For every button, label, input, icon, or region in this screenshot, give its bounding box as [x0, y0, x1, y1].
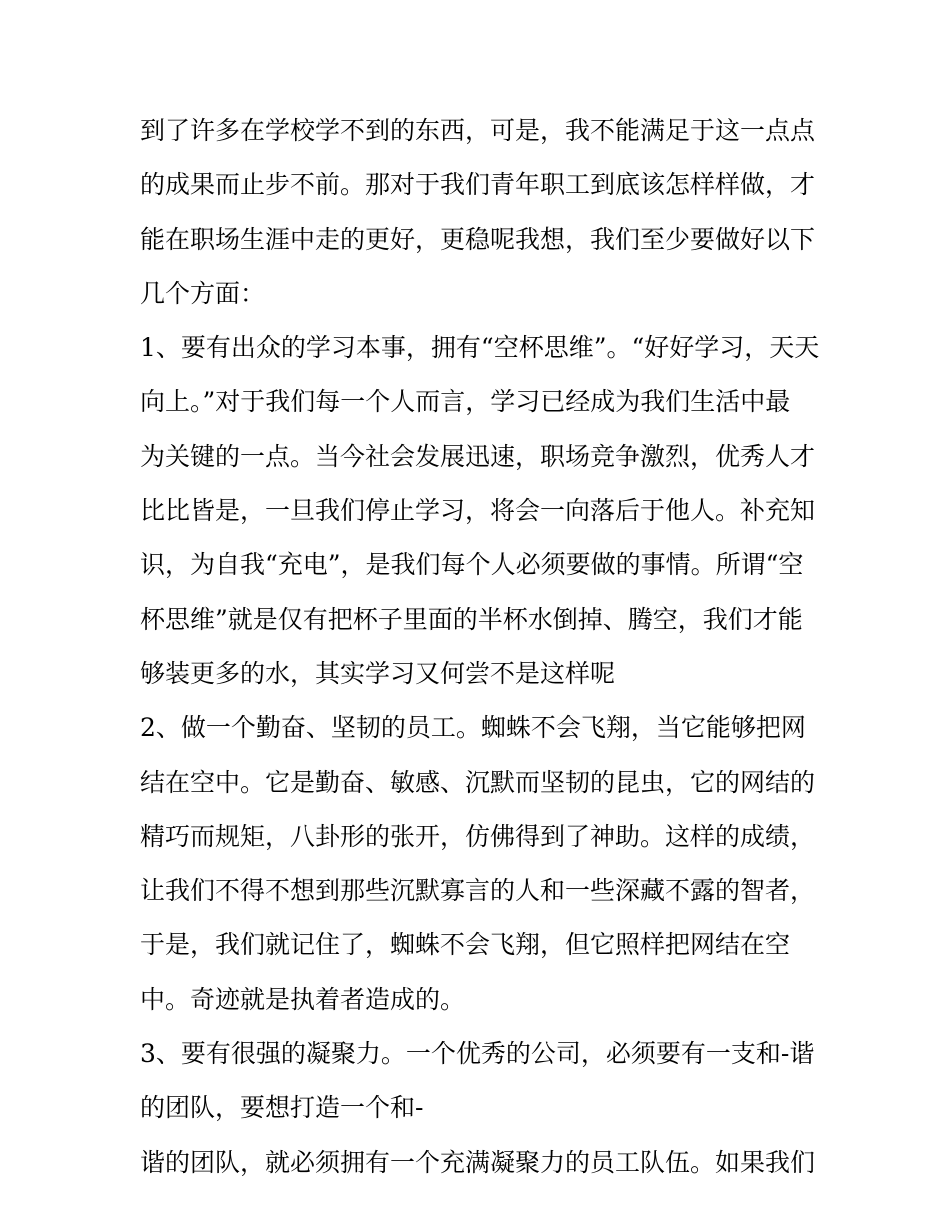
- text-line: 谐的团队，就必须拥有一个充满凝聚力的员工队伍。如果我们: [140, 1147, 816, 1177]
- text-line: 让我们不得不想到那些沉默寡言的人和一些深藏不露的智者，: [140, 876, 816, 906]
- text-line: 够装更多的水，其实学习又何尝不是这样呢: [140, 658, 616, 688]
- text-line: 于是，我们就记住了，蜘蛛不会飞翔，但它照样把网结在空: [140, 930, 791, 960]
- text-line: 结在空中。它是勤奋、敏感、沉默而坚韧的昆虫，它的网结的: [140, 767, 816, 797]
- text-line: 几个方面：: [140, 278, 266, 308]
- text-line: 向上。”对于我们每一个人而言，学习已经成为我们生活中最: [140, 387, 791, 417]
- text-line: 杯思维”就是仅有把杯子里面的半杯水倒掉、腾空，我们才能: [140, 604, 803, 634]
- text-line: 识，为自我“充电”，是我们每个人必须要做的事情。所谓“空: [140, 550, 804, 580]
- text-line: 1、要有出众的学习本事，拥有“空杯思维”。“好好学习，天天: [140, 333, 820, 363]
- text-line: 3、要有很强的凝聚力。一个优秀的公司，必须要有一支和-谐: [140, 1039, 815, 1069]
- text-line: 精巧而规矩，八卦形的张开，仿佛得到了神助。这样的成绩，: [140, 821, 816, 851]
- text-line: 到了许多在学校学不到的东西，可是，我不能满足于这一点点: [140, 116, 816, 145]
- text-line: 为关键的一点。当今社会发展迅速，职场竞争激烈，优秀人才: [140, 441, 816, 471]
- document-body: [140, 104, 820, 1190]
- text-line: 比比皆是，一旦我们停止学习，将会一向落后于他人。补充知: [140, 496, 816, 526]
- text-line: 2、做一个勤奋、坚韧的员工。蜘蛛不会飞翔，当它能够把网: [140, 713, 806, 743]
- text-line: 中。奇迹就是执着者造成的。: [140, 984, 466, 1014]
- text-line: 的团队，要想打造一个和-: [140, 1093, 424, 1123]
- text-line: 能在职场生涯中走的更好，更稳呢我想，我们至少要做好以下: [140, 224, 816, 254]
- text-line: 的成果而止步不前。那对于我们青年职工到底该怎样样做，才: [140, 170, 816, 200]
